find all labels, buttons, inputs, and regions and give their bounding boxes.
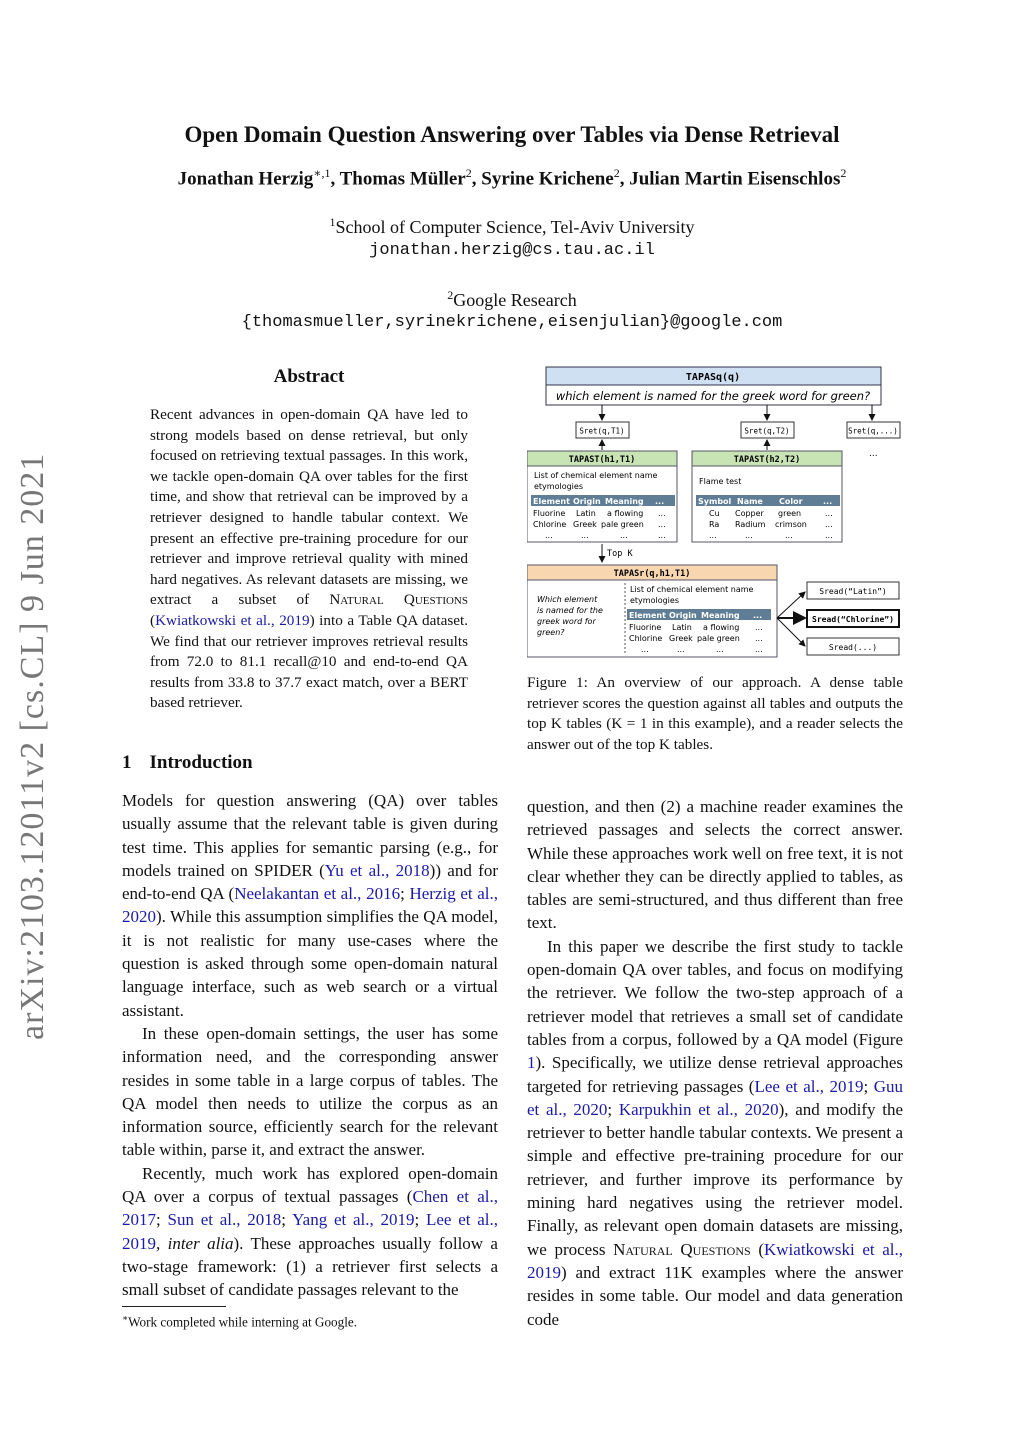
answer-score-box-selected [807, 610, 899, 627]
left-column [122, 789, 498, 1302]
svg-text:Chlorine: Chlorine [629, 634, 663, 643]
section-heading [122, 752, 271, 774]
svg-text:TAPASr(q,h1,T1): TAPASr(q,h1,T1) [613, 569, 691, 579]
svg-text:etymologies: etymologies [630, 596, 679, 605]
svg-text:Sread(...): Sread(...) [828, 643, 878, 652]
citation-link[interactable]: Guu et al., 2020 [527, 1076, 904, 1119]
svg-text:Sret(q,T2): Sret(q,T2) [744, 426, 790, 436]
table-encoder-1 [527, 451, 677, 542]
citation-link[interactable]: Sun et al., 2018 [167, 1210, 282, 1230]
svg-text:Element: Element [629, 611, 666, 620]
author-name: Julian Martin Eisenschlos [629, 168, 841, 190]
paragraph: Models for question answering (QA) over tables usually assume that the relevant table is given during test time. This applies for semantic parsing (e.g., for models trained on SPIDER (Yu et al., 2018)) and for end-to-end QA (Neelakantan et al., 2016; Herzig et al., 2020). While this assumption simplifies the QA model, it is not realistic for many use-cases where the question is asked through some open-domain natural language interface, such as web search or a virtual assistant. [122, 791, 498, 1020]
svg-text:TAPAST(h1,T1): TAPAST(h1,T1) [568, 455, 636, 465]
svg-text:Origin: Origin [669, 611, 697, 620]
svg-text:...: ... [755, 623, 763, 632]
svg-text:Flame test: Flame test [699, 477, 742, 486]
figure-caption: Figure 1: An overview of our approach. A dense table retriever scores the question against all tables and outputs the top K tables (K = 1 in this example), and a reader selects the answer out of the top K tables. [527, 674, 903, 753]
answer-score-box [807, 582, 899, 599]
dataset-name: Natural Questions [329, 591, 468, 609]
svg-text:...: ... [745, 531, 753, 540]
svg-text:...: ... [753, 611, 763, 620]
affiliation-2: $^2$Google Research [447, 288, 577, 310]
query-encoder-box [546, 367, 881, 405]
footnote: ∗Work completed while interning at Google. [122, 1313, 358, 1330]
citation-link[interactable]: Karpukhin et al., 2020 [618, 1099, 779, 1119]
section-number: 1 [122, 752, 132, 773]
figure-question: which element is named for the greek word for green? [555, 389, 871, 403]
svg-text:...: ... [655, 497, 665, 506]
author-sup: 2 [613, 166, 620, 180]
author-sup: 2 [465, 166, 472, 180]
footnote-rule [122, 1306, 226, 1307]
abstract-body: Recent advances in open-domain QA have led to strong models based on dense retrieval, but only focused on retrieving textual passages. In this work, we tackle open-domain QA over tables for the first time, and show that retrieval can be improved by a retriever designed to handle tabular context. We present an effective pre-training procedure for our retriever and improve retrieval quality with mined hard negatives. As relevant datasets are missing, we extract a subset of Natural Questions (Kwiatkowski et al., 2019) into a Table QA dataset. We find that our retriever improves retrieval results from 72.0 to 81.1 recall@10 and end-to-end QA results from 33.8 to 37.7 exact match, over a BERT based retriever. [150, 406, 468, 712]
svg-text:...: ... [825, 509, 833, 518]
paragraph: Recently, much work has explored open-domain QA over a corpus of textual passages (Chen et al., 2017; Sun et al., 2018; Yang et al., 2019; Lee et al., 2019, inter alia). These approaches usually follow a two-stage framework: (1) a retriever first selects a small subset of candidate passages relevant to the [122, 1163, 498, 1300]
citation-link[interactable]: Lee et al., 2019 [122, 1210, 498, 1253]
paragraph: In these open-domain settings, the user has some information need, and the corresponding answer resides in some table in a large corpus of tables. The QA model then needs to utilize the corpus as an information source, efficiently search for the relevant table within, parse it, and extract the answer. [122, 1023, 498, 1160]
svg-text:List of chemical element name: List of chemical element name [534, 471, 658, 480]
svg-text:Latin: Latin [672, 623, 692, 632]
svg-text:Sret(q,...): Sret(q,...) [848, 426, 898, 436]
arxiv-stamp: arXiv:2103.12011v2 [cs.CL] 9 Jun 2021 [14, 452, 51, 1040]
svg-text:is named for the: is named for the [537, 606, 603, 615]
svg-text:pale green: pale green [601, 520, 644, 529]
author-sup: ∗,1 [313, 166, 331, 180]
citation-link[interactable]: Yang et al., 2019 [292, 1210, 415, 1230]
score-box [576, 422, 629, 438]
svg-text:...: ... [545, 531, 553, 540]
svg-text:List of chemical element name: List of chemical element name [630, 585, 754, 594]
svg-text:Symbol: Symbol [698, 497, 732, 506]
svg-text:Cu: Cu [709, 509, 720, 518]
abstract-heading: Abstract [273, 366, 345, 387]
score-box [847, 422, 900, 438]
citation-link[interactable]: Chen et al., 2017 [122, 1187, 498, 1230]
citation-link[interactable]: Kwiatkowski et al., 2019 [527, 1239, 904, 1282]
svg-text:Element: Element [533, 497, 570, 506]
dataset-name: Natural Questions [613, 1239, 751, 1259]
svg-text:Radium: Radium [735, 520, 766, 529]
svg-text:...: ... [581, 531, 589, 540]
answer-score-box [807, 638, 899, 655]
svg-text:Ra: Ra [709, 520, 720, 529]
svg-text:...: ... [716, 645, 724, 654]
ellipsis: ... [869, 449, 878, 459]
author-list: Jonathan Herzig$^{∗,1}$, Thomas Müller$^2$, Syrine Krichene$^2$, Julian Martin Eisenschlos$^2$ [177, 166, 847, 190]
svg-text:...: ... [825, 520, 833, 529]
citation-link[interactable]: Neelakantan et al., 2016 [234, 884, 401, 904]
svg-text:...: ... [709, 531, 717, 540]
affiliation-1-email: jonathan.herzig@cs.tau.ac.il [369, 241, 655, 260]
svg-text:Chlorine: Chlorine [533, 520, 567, 529]
svg-text:Fluorine: Fluorine [533, 509, 566, 518]
svg-text:...: ... [658, 531, 666, 540]
affiliation-2-email: {thomasmueller,syrinekrichene,eisenjulian}@google.com [241, 313, 783, 332]
svg-text:a flowing: a flowing [703, 623, 740, 632]
svg-text:Fluorine: Fluorine [629, 623, 662, 632]
score-box [741, 422, 794, 438]
svg-text:Meaning: Meaning [701, 611, 740, 620]
svg-text:...: ... [823, 497, 833, 506]
svg-text:Sread(“Chlorine”): Sread(“Chlorine”) [812, 615, 894, 624]
svg-text:TAPAST(h2,T2): TAPAST(h2,T2) [733, 455, 801, 465]
paragraph: In this paper we describe the first study to tackle open-domain QA over tables, and focus on modifying the retriever. We follow the two-step approach of a retriever model that retrieves a small set of candidate tables from a corpus, followed by a QA model (Figure 1). Specifically, we utilize dense retrieval approaches targeted for retrieving passages (Lee et al., 2019; Guu et al., 2020; Karpukhin et al., 2020), and modify the retriever to better handle tabular contexts. We present a simple and effective pre-training procedure for our retriever, and further improve its performance by mining hard negatives using the retriever model. Finally, as relevant open domain datasets are missing, we process Natural Questions (Kwiatkowski et al., 2019) and extract 11K examples where the answer resides in some table. Our model and data generation code [527, 936, 904, 1329]
paragraph: question, and then (2) a machine reader examines the retrieved passages and selects the correct answer. While these approaches work well on free text, it is not clear whether they can be directly applied to tables, as tables are semi-structured, and thus different than free text. [527, 797, 903, 933]
svg-text:...: ... [620, 531, 628, 540]
table-encoder-2 [692, 451, 842, 542]
svg-text:greek word for: greek word for [537, 617, 596, 626]
svg-text:green: green [778, 509, 802, 518]
svg-text:...: ... [825, 531, 833, 540]
svg-text:Sret(q,T1): Sret(q,T1) [579, 426, 625, 436]
citation-link[interactable]: Kwiatkowski et al., 2019 [155, 611, 310, 629]
svg-text:Sread(“Latin”): Sread(“Latin”) [819, 587, 887, 596]
svg-text:Latin: Latin [576, 509, 596, 518]
svg-text:green?: green? [537, 628, 565, 637]
svg-text:a flowing: a flowing [607, 509, 644, 518]
svg-text:Origin: Origin [573, 497, 601, 506]
svg-text:...: ... [785, 531, 793, 540]
author-name: Jonathan Herzig [177, 168, 314, 190]
paper-title: Open Domain Question Answering over Tables via Dense Retrieval [184, 122, 840, 147]
author-sup: 2 [840, 166, 847, 180]
svg-text:Name: Name [737, 497, 763, 506]
figure-1-diagram [527, 364, 907, 664]
svg-text:Which element: Which element [537, 595, 598, 604]
author-name: Thomas Müller [339, 168, 466, 190]
citation-link[interactable]: Lee et al., 2019 [754, 1076, 864, 1096]
affiliation-1: $^1$School of Computer Science, Tel-Aviv University [329, 215, 695, 237]
reader-box [527, 565, 777, 657]
svg-text:Meaning: Meaning [605, 497, 644, 506]
svg-text:...: ... [755, 634, 763, 643]
svg-text:...: ... [658, 520, 666, 529]
svg-text:Copper: Copper [735, 509, 764, 518]
topk-label: Top K [607, 549, 633, 559]
svg-text:...: ... [755, 645, 763, 654]
citation-link[interactable]: Herzig et al., 2020 [122, 884, 498, 927]
svg-text:crimson: crimson [775, 520, 807, 529]
svg-text:...: ... [677, 645, 685, 654]
svg-text:etymologies: etymologies [534, 482, 583, 491]
section-title: Introduction [149, 752, 253, 773]
author-name: Syrine Krichene [481, 168, 614, 190]
svg-text:Color: Color [779, 497, 803, 506]
right-column [527, 795, 903, 1331]
svg-text:Greek: Greek [573, 520, 597, 529]
svg-text:...: ... [641, 645, 649, 654]
figure-ref-link[interactable]: 1 [527, 1053, 536, 1073]
citation-link[interactable]: Yu et al., 2018 [324, 860, 430, 880]
svg-text:...: ... [658, 509, 666, 518]
svg-text:Greek: Greek [669, 634, 693, 643]
svg-text:pale green: pale green [697, 634, 740, 643]
query-encoder-label: TAPASq(q) [685, 372, 741, 383]
